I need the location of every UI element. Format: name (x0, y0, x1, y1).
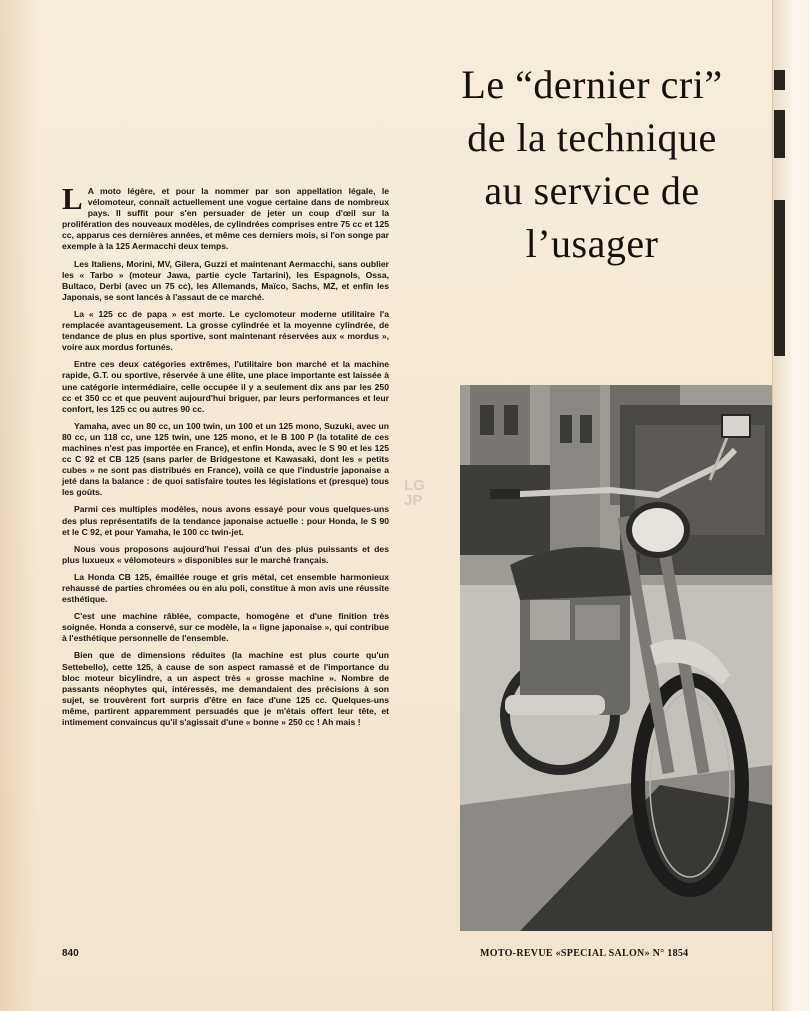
title-line-2: de la technique (467, 115, 717, 160)
title-line-4: l’usager (525, 221, 659, 266)
motorcycle-photo-icon (460, 385, 772, 931)
article-title (412, 58, 772, 270)
title-line-3: au service de (484, 168, 700, 213)
drop-cap: L (62, 181, 83, 216)
title-line-1: Le “dernier cri” (461, 62, 723, 107)
watermark-logo: LG JP (404, 477, 425, 509)
article-paragraph-7: Nous vous proposons aujourd'hui l'essai d'un des plus puissants et des plus luxueux « vélomoteurs » disponibles sur le marché français. (62, 543, 389, 565)
edge-strip-top (774, 70, 785, 90)
article-body (62, 181, 389, 734)
article-paragraph-8: La Honda CB 125, émaillée rouge et gris métal, cet ensemble harmonieux rehaussé de parties chromées ou en alu poli, constitue à mon avis une réussite esthétique. (62, 571, 389, 605)
edge-strip-upper (774, 110, 785, 158)
article-paragraph-1: L A moto légère, et pour la nommer par son appellation légale, le vélomoteur, connaît actuellement une vogue certaine dans de nombreux pays. Il suffit pour s'en persuader de jeter un coup d'œil sur la prolifération des nouveaux modèles, de cylindrées comprises entre 75 cc et 125 cc, apparus ces dernières années, et même ces derniers mois, si l'on songe par exemple à la 125 Aermacchi deux temps. (62, 181, 389, 252)
article-paragraph-9: C'est une machine râblée, compacte, homogène et d'une finition très soignée. Honda a conservé, sur ce modèle, la « ligne japonaise », qui contribue à l'esthétique personnelle de l'ensemble. (62, 611, 389, 644)
page-number: 840 (62, 948, 79, 959)
article-paragraph-5: Yamaha, avec un 80 cc, un 100 twin, un 100 et un 125 mono, Suzuki, avec un 80 cc, un 118 cc, une 125 twin, une 125 mono, et le B 100 P (la totalité de ces machines n'est pas importée en France), et enfin Honda, avec le S 90 et les 125 cc C 92 et CB 125 (sans parler de Bridgestone et Kawasaki, dont les « petits cubes » ne sont pas distribués en France), voilà ce que l'industrie japonaise a jeté dans la balance : de quoi satisfaire toutes les législations et (presque) tous les goûts. (62, 420, 389, 498)
article-paragraph-6: Parmi ces multiples modèles, nous avons essayé pour vous quelques-uns des plus représentatifs de la tendance japonaise actuelle : pour Honda, le S 90 et le C 92, et pour Yamaha, le 100 cc twin-jet. (62, 504, 389, 537)
article-paragraph-4: Entre ces deux catégories extrêmes, l'utilitaire bon marché et la machine rapide, G.T. ou sportive, réservée à une élite, une place importante est laissée à une catégorie intermédiaire, celle occupée il y a seulement dix ans par les 250 cc et 350 cc et que peuvent aujourd'hui briguer, par leurs performances et leur confort, les 125 cc ou autres 90 cc. (62, 359, 389, 414)
motorcycle-photo (460, 385, 772, 931)
article-paragraph-3: La « 125 cc de papa » est morte. Le cyclomoteur moderne utilitaire l'a remplacée avantageusement. La grosse cylindrée et la moyenne cylindrée, de tendance de plus en plus sportive, sont maintenant réservées aux « mordus », voire aux mordus fortunés. (62, 308, 389, 353)
article-paragraph-2: Les Italiens, Morini, MV, Gilera, Guzzi et maintenant Aermacchi, sans oublier les « Tarbo » (moteur Jawa, partie cycle Tartarini), les Espagnols, Ossa, Bultaco, Derbi (avec un 75 cc), les Allemands, Maïco, Sachs, MZ, et enfin les Japonais, se sont lancés à l'assaut de ce marché. (62, 258, 389, 302)
article-paragraph-10: Bien que de dimensions réduites (la machine est plus courte qu'un Settebello), cette 125, à cause de son aspect ramassé et de l'importance du bloc moteur bicylindre, a un aspect très « grosse machine ». Nombre de passants néophytes qui, intéressés, me demandaient des précisions à son sujet, se trouvèrent fort surpris d'être en face d'une 125 cc. Quelques-uns même, partirent apparemment persuadés que je m'étais offert leur tête, et intimement convaincus qu'il s'agissait d'une « bonne » 250 cc ! Ah mais ! (62, 650, 389, 728)
edge-strip-middle (774, 200, 785, 356)
magazine-footer: MOTO-REVUE «SPECIAL SALON» N° 1854 (480, 948, 689, 959)
